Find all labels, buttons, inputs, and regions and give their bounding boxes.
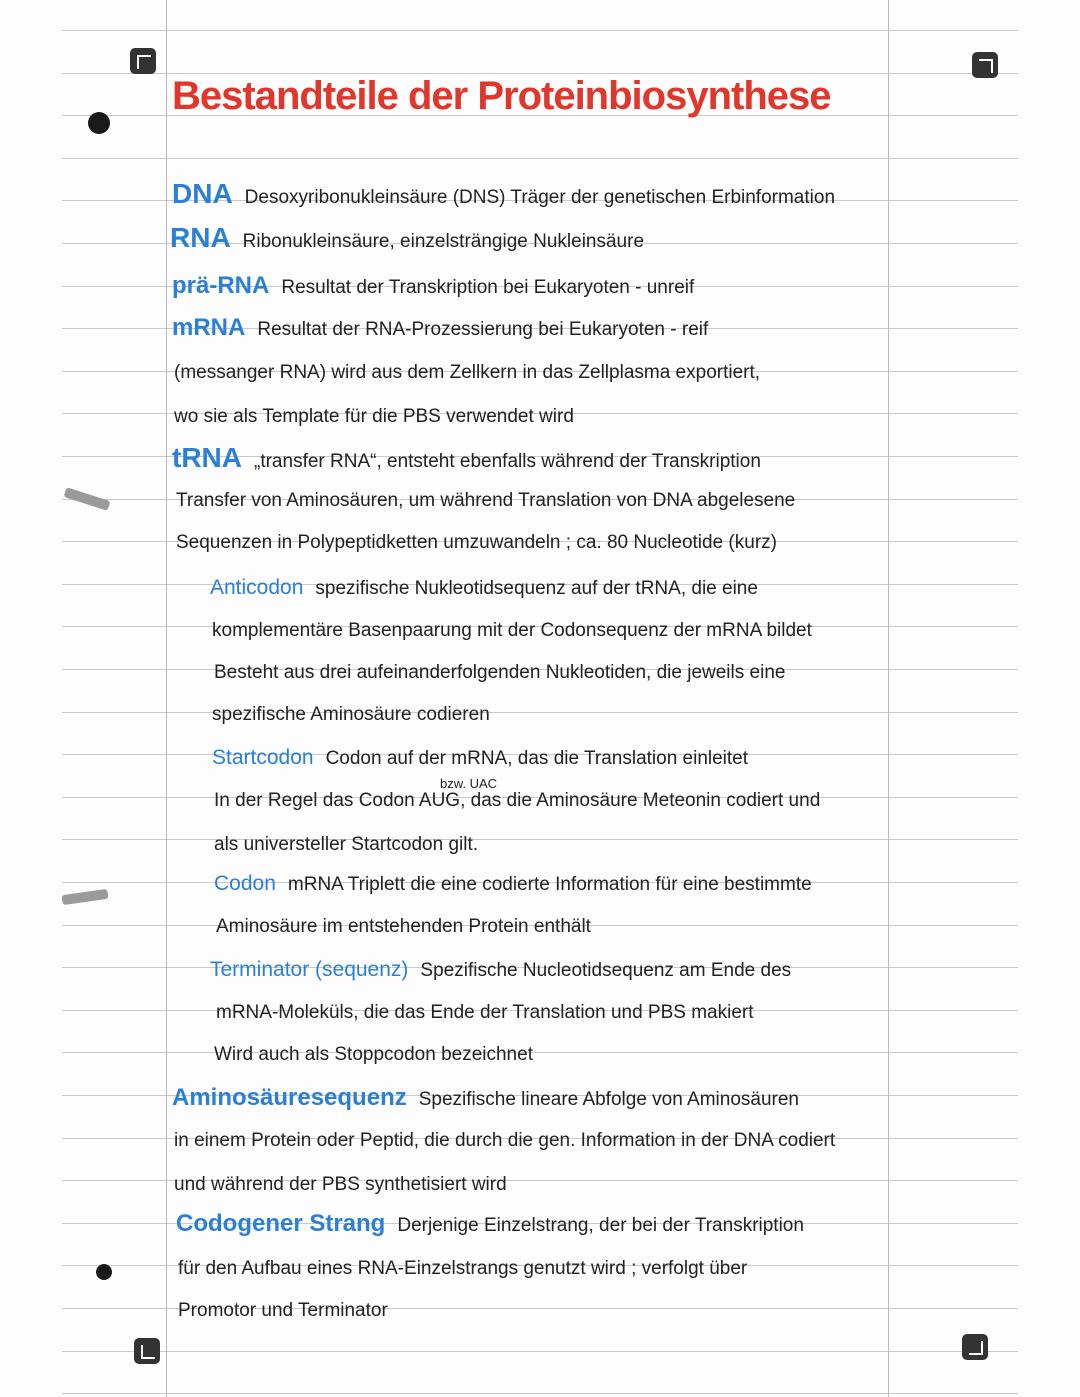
corner-marker-bottom-left-icon [134,1338,160,1364]
entry-codon [214,872,812,896]
definition-aminosaeuresequenz-cont2: und während der PBS synthetisiert wird [174,1174,507,1195]
entry-startcodon [212,746,748,770]
entry-prarna [172,272,694,300]
definition-terminator: Spezifische Nucleotidsequenz am Ende des [420,960,792,981]
definition-startcodon-cont2: als universteller Startcodon gilt. [214,834,479,855]
ruled-line [62,712,1018,713]
entry-trna [172,442,761,474]
definition-rna: Ribonukleinsäure, einzelsträngige Nukleinsäure [242,231,645,252]
entry-mrna [172,314,708,342]
definition-codogener-strang-cont1: für den Aufbau eines RNA-Einzelstrangs genutzt wird ; verfolgt über [178,1258,748,1279]
term-dna: DNA [172,178,233,209]
definition-aminosaeuresequenz-cont1: in einem Protein oder Peptid, die durch die gen. Information in der DNA codiert [174,1130,836,1151]
definition-mrna: Resultat der RNA-Prozessierung bei Eukaryoten - reif [257,319,709,340]
term-trna: tRNA [172,442,242,473]
entry-dna [172,178,835,210]
term-startcodon: Startcodon [212,746,314,769]
definition-trna-cont1: Transfer von Aminosäuren, um während Translation von DNA abgelesene [176,490,796,511]
definition-prarna: Resultat der Transkription bei Eukaryoten - unreif [281,277,695,298]
punch-hole-icon [96,1264,112,1280]
term-anticodon: Anticodon [210,576,304,599]
entry-terminator [210,958,791,982]
definition-startcodon: Codon auf der mRNA, das die Translation einleitet [325,748,749,769]
definition-codogener-strang: Derjenige Einzelstrang, der bei der Transkription [397,1215,804,1236]
definition-startcodon-cont1: In der Regel das Codon AUG, das die Aminosäure Meteonin codiert und [214,790,821,811]
entry-aminosaeuresequenz [172,1084,799,1112]
term-terminator: Terminator (sequenz) [210,958,409,981]
definition-codon: mRNA Triplett die eine codierte Information für eine bestimmte [287,874,812,895]
definition-codon-cont1: Aminosäure im entstehenden Protein enthält [216,916,591,937]
punch-hole-icon [88,112,110,134]
ruled-line [62,1351,1018,1352]
definition-anticodon: spezifische Nukleotidsequenz auf der tRNA, die eine [315,578,758,599]
definition-anticodon-cont1: komplementäre Basenpaarung mit der Codonsequenz der mRNA bildet [212,620,812,641]
entry-codogener-strang [176,1210,804,1238]
ruled-line [62,1052,1018,1053]
ruled-line [62,1393,1018,1394]
term-codogener-strang: Codogener Strang [176,1210,386,1237]
definition-mrna-cont2: wo sie als Template für die PBS verwendet wird [174,406,574,427]
definition-dna: Desoxyribonukleinsäure (DNS) Träger der genetischen Erbinformation [244,187,836,208]
definition-codogener-strang-cont2: Promotor und Terminator [178,1300,388,1321]
term-mrna: mRNA [172,314,246,341]
left-margin-line [166,0,167,1397]
term-prarna: prä-RNA [172,272,270,299]
definition-anticodon-cont2: Besteht aus drei aufeinanderfolgenden Nukleotiden, die jeweils eine [214,662,786,683]
corner-marker-top-left-icon [130,48,156,74]
ruled-line [62,158,1018,159]
definition-trna-cont2: Sequenzen in Polypeptidketten umzuwandeln ; ca. 80 Nucleotide (kurz) [176,532,777,553]
definition-terminator-cont1: mRNA-Moleküls, die das Ende der Translation und PBS makiert [216,1002,754,1023]
term-rna: RNA [170,222,231,253]
definition-trna: „transfer RNA“, entsteht ebenfalls während der Transkription [254,451,761,472]
definition-terminator-cont2: Wird auch als Stoppcodon bezeichnet [214,1044,533,1065]
ruled-line [62,30,1018,31]
corner-marker-bottom-right-icon [962,1334,988,1360]
definition-aminosaeuresequenz: Spezifische lineare Abfolge von Aminosäuren [418,1089,799,1110]
page-title: Bestandteile der Proteinbiosynthese [172,74,831,118]
entry-rna [170,222,644,254]
corner-marker-top-right-icon [972,52,998,78]
right-margin-line [888,0,889,1397]
definition-mrna-cont1: (messanger RNA) wird aus dem Zellkern in das Zellplasma exportiert, [174,362,761,383]
term-aminosaeuresequenz: Aminosäuresequenz [172,1084,407,1111]
definition-anticodon-cont3: spezifische Aminosäure codieren [212,704,490,725]
startcodon-note: bzw. UAC [440,776,498,791]
entry-anticodon [210,576,758,600]
ruled-line [62,839,1018,840]
term-codon: Codon [214,872,276,895]
